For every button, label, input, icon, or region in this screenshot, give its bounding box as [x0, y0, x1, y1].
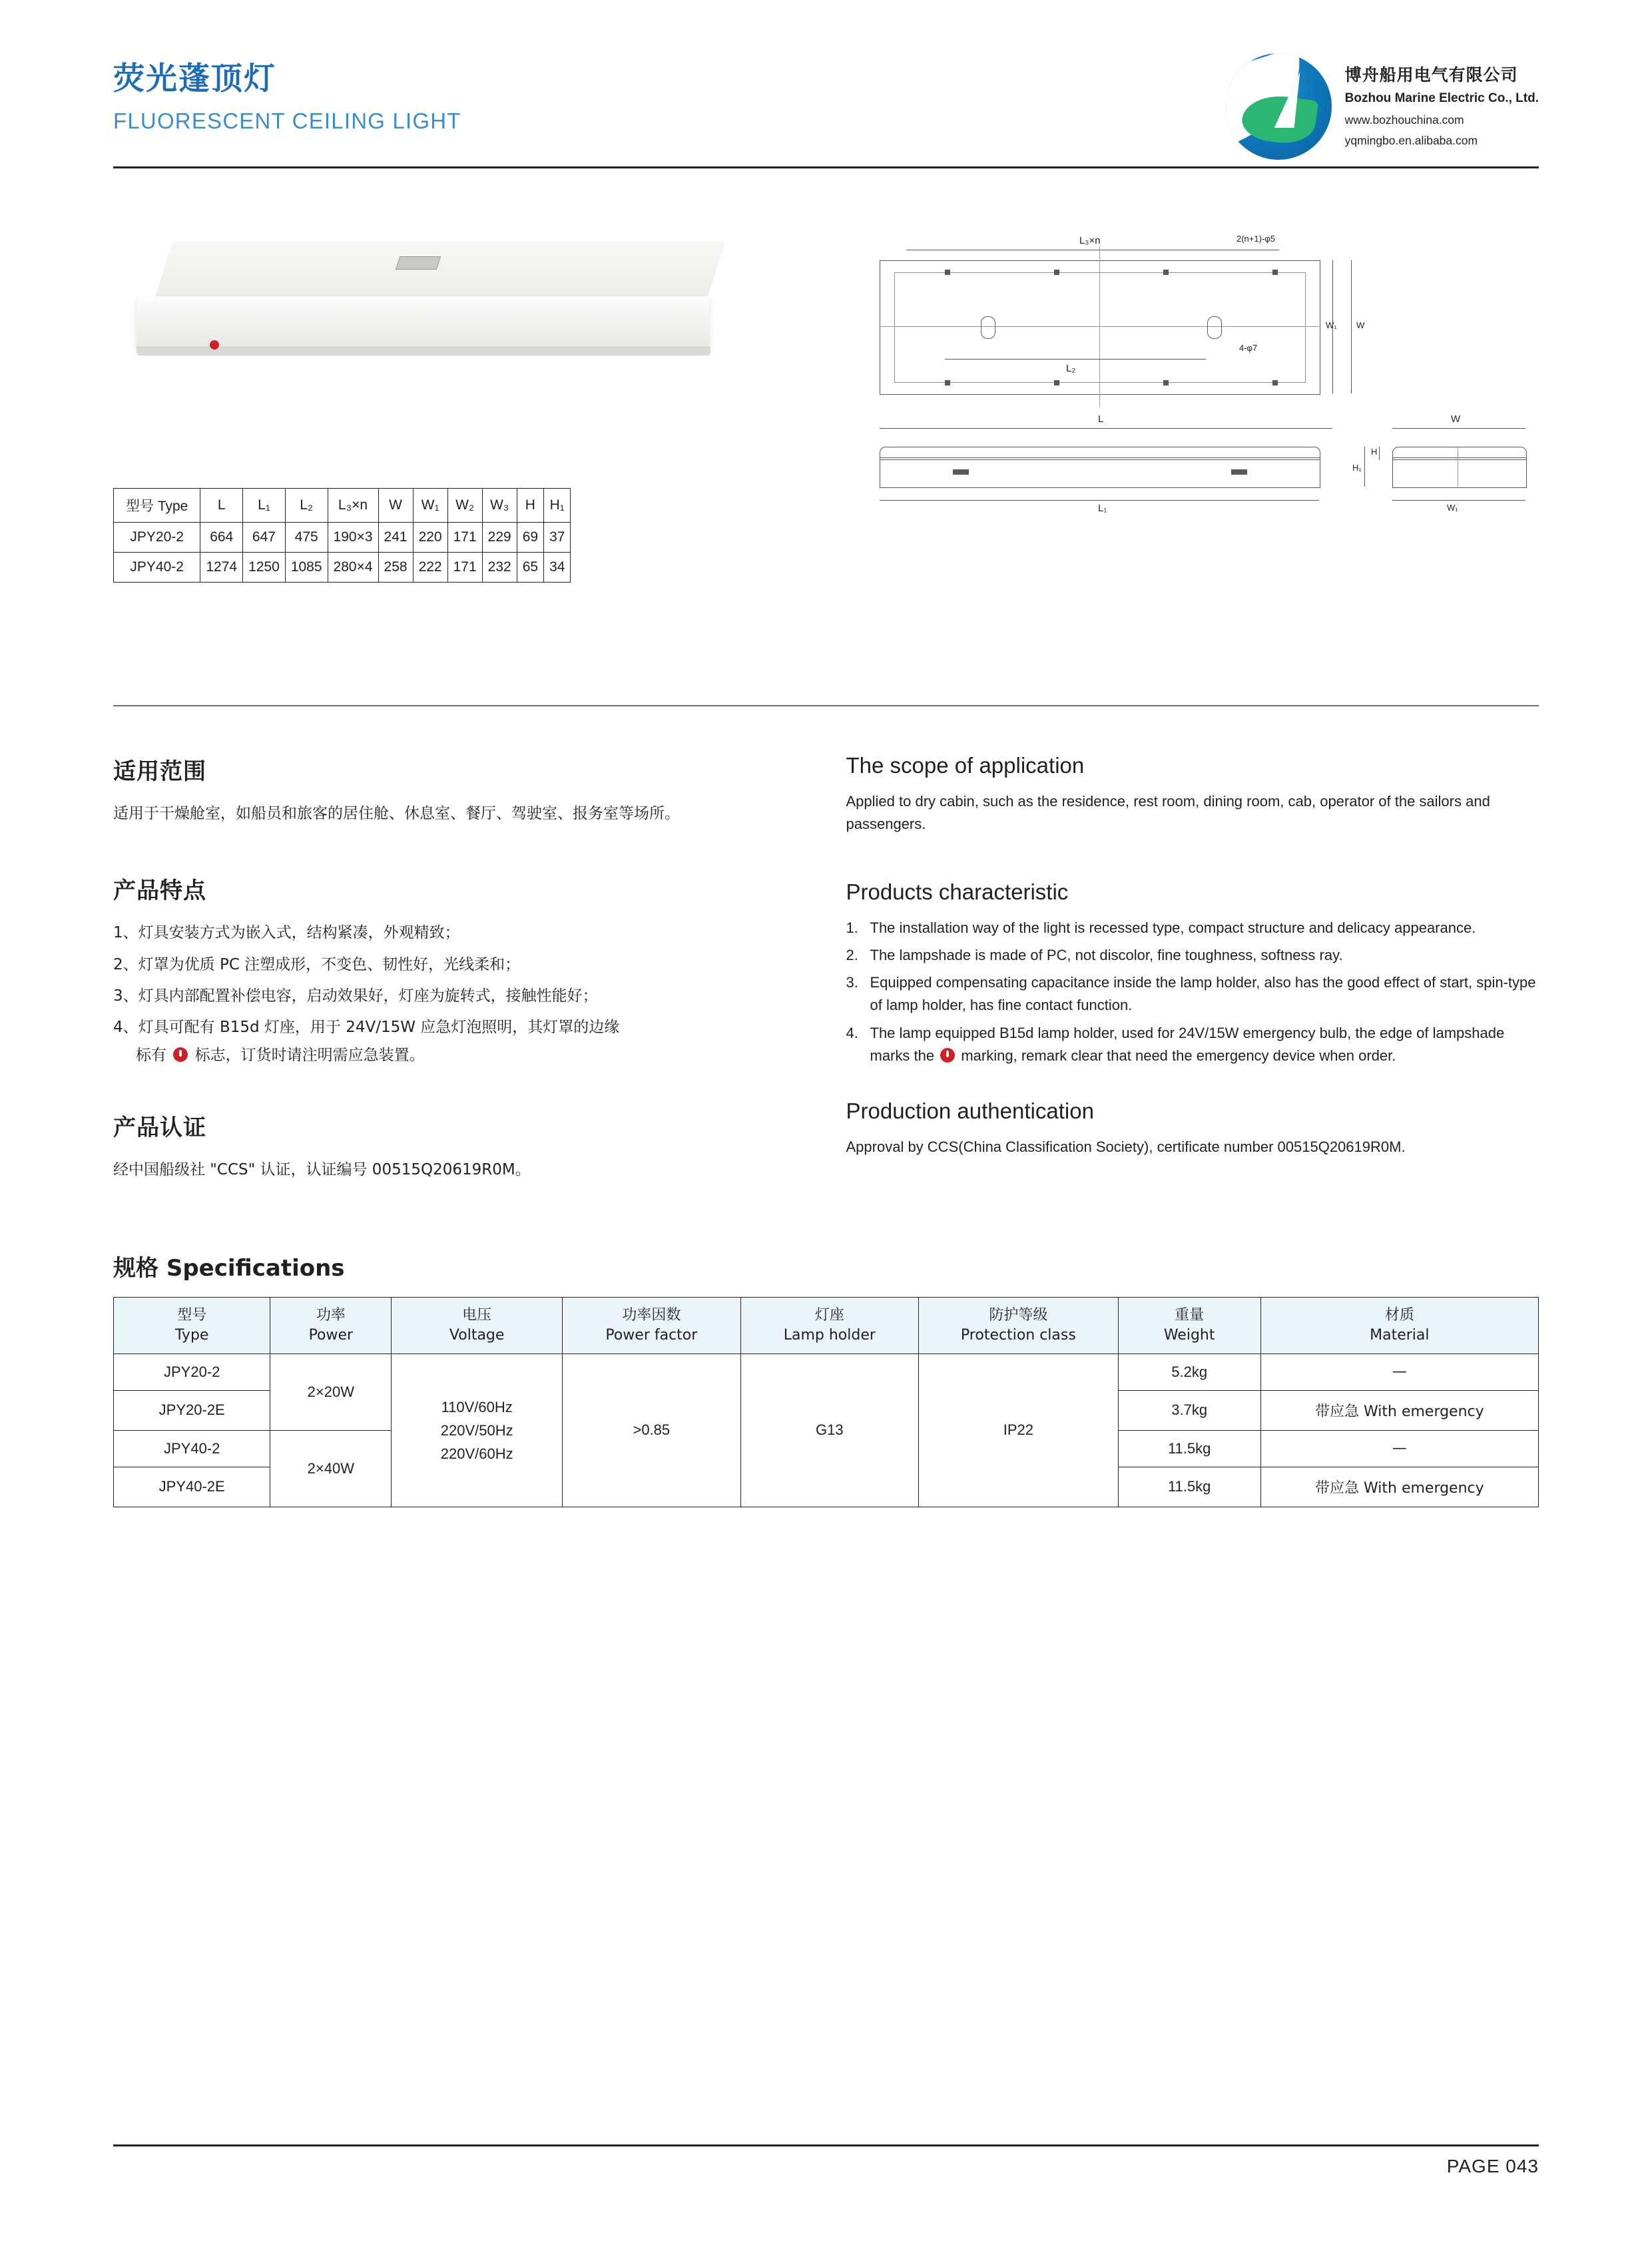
spec-cell-type: JPY20-2	[114, 1354, 270, 1390]
dim-cell: 190×3	[328, 523, 378, 553]
drawing-top-view-inner	[894, 272, 1306, 383]
spec-header-en: Type	[174, 1327, 209, 1344]
scope-body-cn: 适用于干燥舱室，如船员和旅客的居住舱、休息室、餐厅、驾驶室、报务室等场所。	[113, 805, 680, 822]
features-list-en	[846, 917, 1539, 1067]
list-item: 2、灯罩为优质 PC 注塑成形，不变色、韧性好，光线柔和；	[113, 955, 521, 973]
specifications-section	[113, 1250, 1539, 1507]
spec-cell-weight: 3.7kg	[1118, 1390, 1260, 1430]
feature4-cn-part-c: 标志，订货时请注明需应急装置。	[194, 1046, 425, 1064]
spec-cell-material: 带应急 With emergency	[1260, 1390, 1538, 1430]
spec-header-power-factor	[563, 1298, 741, 1354]
company-website: www.bozhouchina.com	[1344, 113, 1464, 127]
table-row	[114, 553, 571, 583]
company-alibaba-url: yqmingbo.en.alibaba.com	[1344, 134, 1478, 148]
emergency-marking-icon	[173, 1047, 188, 1062]
column-english	[846, 753, 1539, 1192]
spec-header-power	[270, 1298, 392, 1354]
spec-cell-weight: 11.5kg	[1118, 1467, 1260, 1507]
spec-header-protection-class	[919, 1298, 1119, 1354]
spec-cell-power-factor: >0.85	[563, 1354, 741, 1507]
specifications-title: 规格 Specifications	[113, 1255, 345, 1282]
voltage-line: 220V/60Hz	[440, 1445, 513, 1462]
drawing-side-view-body	[1392, 457, 1527, 488]
list-item: 3、灯具内部配置补偿电容，启动效果好，灯座为旋转式，接触性能好；	[113, 987, 598, 1005]
spec-cell-material: —	[1260, 1354, 1538, 1390]
dim-cell: 664	[200, 523, 243, 553]
voltage-line: 220V/50Hz	[440, 1421, 513, 1439]
dim-header-cell: L₂	[285, 489, 328, 523]
feature4-en-part-b: marking, remark clear that need the emergency device when order.	[961, 1047, 1396, 1064]
header-divider	[113, 166, 1539, 168]
content-columns	[113, 753, 1539, 1192]
spec-header-cn: 型号	[177, 1307, 207, 1324]
spec-cell-material: —	[1260, 1430, 1538, 1467]
dimension-table	[113, 488, 571, 583]
spec-header-type	[114, 1298, 270, 1354]
list-item-number: 3.	[846, 974, 858, 991]
list-item-text: Equipped compensating capacitance inside the lamp holder, also has the good effect of start, spin-type of lamp holder, has fine contact function.	[870, 974, 1536, 1014]
spec-header-en: Power	[308, 1327, 354, 1344]
product-photo	[137, 242, 749, 408]
dim-header-cell: W	[378, 489, 413, 523]
column-chinese	[113, 753, 806, 1192]
list-item-number: 1.	[846, 919, 858, 937]
dim-header-cell: H₁	[544, 489, 571, 523]
features-title-cn: 产品特点	[113, 877, 206, 905]
spec-header-cn: 功率因数	[622, 1307, 681, 1324]
drawing-label-w1-top: W₁	[1326, 320, 1337, 330]
dim-cell: 222	[413, 553, 447, 583]
certification-body-cn: 经中国船级社 "CCS" 认证，认证编号 00515Q20619R0M。	[113, 1161, 531, 1179]
spec-header-en: Material	[1370, 1327, 1430, 1344]
spec-cell-type: JPY20-2E	[114, 1390, 270, 1430]
emergency-red-mark-icon	[210, 340, 219, 350]
dim-cell: 258	[378, 553, 413, 583]
company-logo-icon	[1225, 53, 1332, 160]
dim-header-cell: L₁	[243, 489, 286, 523]
dim-header-cell: W₂	[447, 489, 482, 523]
list-item	[846, 1022, 1539, 1067]
page-header	[113, 0, 1539, 166]
feature4-cn-part-b: 标有	[136, 1046, 166, 1064]
spec-header-lamp-holder	[740, 1298, 919, 1354]
spec-header-cn: 防护等级	[989, 1307, 1048, 1324]
list-item-text: The lampshade is made of PC, not discolor, fine toughness, softness ray.	[870, 947, 1343, 964]
dim-cell: 1085	[285, 553, 328, 583]
dim-header-cell: L₃×n	[328, 489, 378, 523]
spec-header-cn: 灯座	[814, 1307, 844, 1324]
emergency-marking-icon	[940, 1048, 955, 1063]
list-item-number: 4.	[846, 1024, 858, 1041]
table-row	[114, 1354, 1539, 1390]
voltage-line: 110V/60Hz	[441, 1398, 513, 1415]
spec-header-cn: 电压	[462, 1307, 492, 1324]
drawing-label-l3n: L₃×n	[1079, 235, 1101, 246]
dim-cell: 69	[517, 523, 543, 553]
company-name-en: Bozhou Marine Electric Co., Ltd.	[1344, 91, 1539, 106]
dim-cell: 232	[482, 553, 517, 583]
certification-title-en: Production authentication	[846, 1098, 1094, 1123]
page-title-cn: 荧光蓬顶灯	[113, 61, 276, 97]
dim-cell: 65	[517, 553, 543, 583]
section-divider	[113, 705, 1539, 706]
drawing-label-l: L	[1098, 413, 1104, 425]
scope-title-cn: 适用范围	[113, 758, 206, 785]
dim-header-cell: H	[517, 489, 543, 523]
dim-header-cell: W₃	[482, 489, 517, 523]
certification-body-en: Approval by CCS(China Classification Society), certificate number 00515Q20619R0M.	[846, 1138, 1406, 1155]
dim-cell: 241	[378, 523, 413, 553]
drawing-label-l1: L₁	[1098, 503, 1107, 514]
company-name-cn: 博舟船用电气有限公司	[1344, 65, 1518, 85]
spec-header-cn: 功率	[316, 1307, 346, 1324]
features-title-en: Products characteristic	[846, 879, 1069, 905]
list-item-text: The installation way of the light is recessed type, compact structure and delicacy appearance.	[870, 919, 1476, 937]
drawing-label-w-top: W	[1356, 320, 1365, 330]
dim-cell: 37	[544, 523, 571, 553]
dim-cell: 220	[413, 523, 447, 553]
spec-cell-voltage	[392, 1354, 563, 1507]
dimension-table-header-row	[114, 489, 571, 523]
dim-cell: 1250	[243, 553, 286, 583]
company-logo-block	[1225, 53, 1539, 160]
list-item: 1、灯具安装方式为嵌入式，结构紧凑，外观精致；	[113, 924, 460, 942]
spec-header-cn: 重量	[1175, 1307, 1205, 1324]
spec-cell-weight: 11.5kg	[1118, 1430, 1260, 1467]
certification-title-cn: 产品认证	[113, 1115, 206, 1142]
spec-header-en: Power factor	[605, 1327, 698, 1344]
dim-cell: 171	[447, 553, 482, 583]
dim-header-cell: 型号 Type	[114, 489, 200, 523]
page-title-en: FLUORESCENT CEILING LIGHT	[113, 108, 461, 133]
spec-header-row	[114, 1298, 1539, 1354]
drawing-label-holes-side: 4-φ7	[1239, 343, 1258, 353]
dim-cell: JPY40-2	[114, 553, 200, 583]
dim-cell: 647	[243, 523, 286, 553]
features-list-cn	[113, 919, 806, 1069]
spec-header-en: Voltage	[449, 1327, 505, 1344]
spec-header-cn: 材质	[1384, 1307, 1414, 1324]
scope-body-en: Applied to dry cabin, such as the residence, rest room, dining room, cab, operator of the sailors and passengers.	[846, 793, 1490, 833]
spec-header-weight	[1118, 1298, 1260, 1354]
spec-header-en: Weight	[1163, 1327, 1215, 1344]
spec-cell-protection-class: IP22	[919, 1354, 1119, 1507]
drawing-front-view-body	[880, 457, 1320, 488]
spec-header-material	[1260, 1298, 1538, 1354]
spec-cell-weight: 5.2kg	[1118, 1354, 1260, 1390]
page-footer	[113, 2144, 1539, 2177]
table-row	[114, 523, 571, 553]
spec-cell-power: 2×20W	[270, 1354, 392, 1430]
list-item	[846, 917, 1539, 939]
dim-cell: 229	[482, 523, 517, 553]
dim-cell: 171	[447, 523, 482, 553]
dim-cell: JPY20-2	[114, 523, 200, 553]
product-illustration-area	[113, 202, 1539, 694]
dim-header-cell: L	[200, 489, 243, 523]
drawing-label-w-side: W	[1451, 413, 1461, 425]
drawing-label-h: H	[1371, 447, 1378, 457]
dim-cell: 34	[544, 553, 571, 583]
specifications-table	[113, 1297, 1539, 1507]
drawing-label-l2: L₂	[1066, 363, 1076, 374]
footer-divider	[113, 2144, 1539, 2146]
spec-cell-lamp-holder: G13	[740, 1354, 919, 1507]
spec-header-voltage	[392, 1298, 563, 1354]
scope-title-en: The scope of application	[846, 753, 1085, 778]
spec-cell-type: JPY40-2	[114, 1430, 270, 1467]
dim-header-cell: W₁	[413, 489, 447, 523]
spec-header-en: Protection class	[960, 1327, 1076, 1344]
list-item	[846, 944, 1539, 967]
list-item-number: 2.	[846, 947, 858, 964]
drawing-label-w1-side: W₁	[1447, 503, 1458, 513]
dim-cell: 475	[285, 523, 328, 553]
drawing-label-h1: H₁	[1352, 463, 1362, 473]
technical-drawing	[866, 228, 1539, 561]
feature4-en-part-a: The lamp equipped B15d lamp holder, used for 24V/15W emergency bulb, the edge of lampshade marks the	[870, 1024, 1505, 1064]
dim-cell: 280×4	[328, 553, 378, 583]
dim-cell: 1274	[200, 553, 243, 583]
drawing-label-holes-top: 2(n+1)-φ5	[1237, 234, 1275, 244]
page-number: PAGE 043	[1446, 2156, 1539, 2176]
spec-cell-material: 带应急 With emergency	[1260, 1467, 1538, 1507]
spec-cell-power: 2×40W	[270, 1430, 392, 1507]
company-logo-text	[1345, 63, 1539, 150]
list-item	[846, 971, 1539, 1017]
spec-header-en: Lamp holder	[783, 1327, 876, 1344]
list-item	[113, 1014, 806, 1069]
feature4-cn-part-a: 4、灯具可配有 B15d 灯座，用于 24V/15W 应急灯泡照明，其灯罩的边缘	[113, 1019, 620, 1037]
spec-cell-type: JPY40-2E	[114, 1467, 270, 1507]
